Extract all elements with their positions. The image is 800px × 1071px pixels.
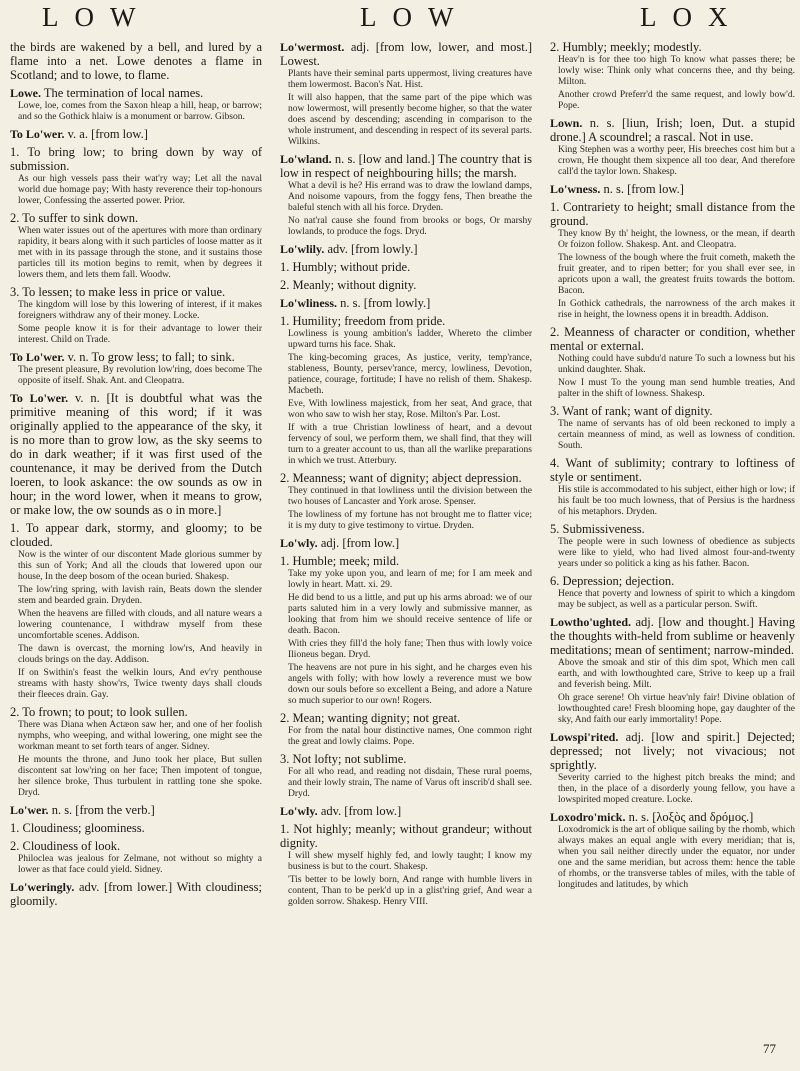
- entry-definition-line: [10, 211, 262, 225]
- entry-definition-line: [550, 182, 795, 196]
- definition-text: 1. To appear dark, stormy, and gloomy; to be clouded.: [10, 521, 262, 549]
- entry-definition-line: [10, 705, 262, 719]
- citation-quote: The people were in such lowness of obedience as subjects were like to yield, who had lived almost four-and-twenty years under so politick a king as his father. Bacon.: [558, 537, 795, 569]
- dictionary-entry: [280, 314, 532, 467]
- citation-quote: The heavens are not pure in his sight, and he charges even his angels with folly; with how lowly a reverence must we bow down our souls before so excellent a Being, and adore a Nature so much superior to our own! Rogers.: [288, 663, 532, 706]
- citation-quote: Some people know it is for their advantage to lower their interest. Child on Trade.: [18, 324, 262, 345]
- definition-text: adv. [from lowly.]: [327, 242, 418, 256]
- dictionary-entry: [10, 821, 262, 835]
- entry-definition-line: [550, 810, 795, 824]
- definition-text: v. n. To grow less; to fall; to sink.: [67, 350, 235, 364]
- running-head-right: LOX: [640, 2, 744, 32]
- dictionary-entry: [550, 522, 795, 570]
- entry-definition-line: [550, 404, 795, 418]
- definition-text: adj. [low and spirit.] Dejected; depressed; not lively; not vivacious; not sprightly.: [550, 730, 795, 772]
- citation-quote: He did bend to us a little, and put up his arms abroad: we of our parts saluted him in a very lowly and submissive manner, as looking that from him we should receive sentence of life or death. Bacon.: [288, 593, 532, 636]
- dictionary-entry: [10, 350, 262, 387]
- dictionary-entry: [10, 705, 262, 799]
- headword: To Lo'wer.: [10, 127, 65, 141]
- column-1: [10, 40, 262, 1040]
- dictionary-entry: [280, 40, 532, 148]
- entry-definition-line: [10, 803, 262, 817]
- headword: Lo'wland.: [280, 152, 332, 166]
- entry-definition-line: [10, 145, 262, 173]
- running-head: [0, 2, 800, 38]
- definition-text: 3. Not lofty; not sublime.: [280, 752, 407, 766]
- running-head-center: LOW: [360, 2, 470, 32]
- entry-definition-line: [10, 391, 262, 517]
- headword: Lo'wly.: [280, 536, 318, 550]
- dictionary-entry: [280, 471, 532, 532]
- definition-text: adv. [from lower.] With cloudiness; gloomily.: [10, 880, 262, 908]
- citation-quote: Severity carried to the highest pitch breaks the mind; and then, in the place of a disorderly young fellow, you have a lowspirited moped creature. Locke.: [558, 773, 795, 805]
- definition-text: v. n. [It is doubtful what was the primitive meaning of this word; if it was originally applied to the appearance of the sky, it is no more than to grow low, as the sky seems to do in dark weather; if it was first used of the countenance, it may be derived from the Dutch loeren, to look askance: the ow sounds as ow in hour; in the word lower, when it means to grow, or make low, the ow sounds as o in more.]: [10, 391, 262, 517]
- citation-quote: If on Swithin's feast the welkin lours, And ev'ry penthouse streams with hasty show'rs, Twice twenty days shall clouds their fleeces drain. Gay.: [18, 668, 262, 700]
- definition-text: 2. Cloudiness of look.: [10, 839, 121, 853]
- headword: To Lo'wer.: [10, 391, 69, 405]
- entry-definition-line: [280, 314, 532, 328]
- dictionary-entry: [280, 711, 532, 748]
- citation-quote: Plants have their seminal parts uppermost, living creatures have them lowermost. Bacon's Nat. Hist.: [288, 69, 532, 90]
- dictionary-entry: [550, 40, 795, 112]
- citation-quote: For from the natal hour distinctive names, One common right the great and lowly claims. Pope.: [288, 726, 532, 747]
- headword: Lo'wlily.: [280, 242, 325, 256]
- entry-definition-line: [550, 116, 795, 144]
- citation-quote: When the heavens are filled with clouds, and all nature wears a lowering countenance, I withdraw myself from these uncomfortable scenes. Addison.: [18, 609, 262, 641]
- definition-text: 1. Not highly; meanly; without grandeur; without dignity.: [280, 822, 532, 850]
- citation-quote: He mounts the throne, and Juno took her place, But sullen discontent sat low'ring on her face; Then impotent of tongue, her silence broke, Thus turbulent in rattling tone she spoke. Dryd.: [18, 755, 262, 798]
- column-2: [280, 40, 532, 1040]
- citation-quote: It will also happen, that the same part of the pipe which was now lowermost, will presently become higher, so that the water does ascend by descending; ascending in comparison to the whole instrument, and descending in respect of its several parts. Wilkins.: [288, 93, 532, 147]
- citation-quote: The present pleasure, By revolution low'ring, does become The opposite of itself. Shak. Ant. and Cleopatra.: [18, 365, 262, 386]
- citation-quote: No nat'ral cause she found from brooks or bogs, Or marshy lowlands, to produce the fogs. Dryd.: [288, 216, 532, 237]
- dictionary-entry: [10, 391, 262, 517]
- citation-quote: In Gothick cathedrals, the narrowness of the arch makes it rise in height, the lowness opens it in breadth. Addison.: [558, 299, 795, 320]
- definition-text: 4. Want of sublimity; contrary to loftiness of style or sentiment.: [550, 456, 795, 484]
- dictionary-entry: [10, 285, 262, 346]
- citation-quote: His stile is accommodated to his subject, either high or low; if his fault be too much lowness, that of Persius is the hardness of his metaphors. Dryden.: [558, 485, 795, 517]
- headword: To Lo'wer.: [10, 350, 65, 364]
- citation-quote: As our high vessels pass their wat'ry way; Let all the naval world due homage pay; With hasty reverence their top-honours lower, Confessing the asserted power. Prior.: [18, 174, 262, 206]
- entry-definition-line: [280, 152, 532, 180]
- dictionary-entry: [550, 810, 795, 891]
- definition-text: adj. [from low.]: [320, 536, 400, 550]
- definition-text: 3. Want of rank; want of dignity.: [550, 404, 713, 418]
- entry-definition-line: [280, 804, 532, 818]
- citation-quote: The name of servants has of old been reckoned to imply a certain meanness of mind, as well as lowness of condition. South.: [558, 419, 795, 451]
- definition-text: the birds are wakened by a bell, and lured by a flame into a net. Lowe denotes a flame in Scotland; and to lowe, to flame.: [10, 40, 262, 82]
- definition-text: adj. [from low, lower, and most.] Lowest.: [280, 40, 532, 68]
- definition-text: n. s. [from low.]: [603, 182, 684, 196]
- entry-definition-line: [280, 278, 532, 292]
- definition-text: 5. Submissiveness.: [550, 522, 645, 536]
- entry-definition-line: [10, 40, 262, 82]
- entry-definition-line: [10, 839, 262, 853]
- citation-quote: Oh grace serene! Oh virtue heav'nly fair! Divine oblation of lowthoughted care! Fresh blooming hope, gay daughter of the sky, And faith our early immortality! Pope.: [558, 693, 795, 725]
- dictionary-entry: [10, 880, 262, 908]
- dictionary-entry: [10, 86, 262, 123]
- dictionary-entry: [280, 152, 532, 238]
- dictionary-entry: [10, 839, 262, 876]
- entry-definition-line: [550, 522, 795, 536]
- column-3: [550, 40, 795, 1040]
- entry-definition-line: [10, 285, 262, 299]
- headword: Lo'weringly.: [10, 880, 75, 894]
- definition-text: 2. Meanly; without dignity.: [280, 278, 417, 292]
- dictionary-entry: [10, 127, 262, 141]
- headword: Lo'wliness.: [280, 296, 338, 310]
- citation-quote: King Stephen was a worthy peer, His breeches cost him but a crown, He thought them sixpence all too dear, And therefore call'd the taylor lown. Shakesp.: [558, 145, 795, 177]
- dictionary-entry: [550, 325, 795, 400]
- dictionary-entry: [550, 456, 795, 518]
- citation-quote: Now is the winter of our discontent Made glorious summer by this sun of York; And all the clouds that lowered upon our house, In the deep bosom of the ocean buried. Shakesp.: [18, 550, 262, 582]
- citation-quote: For all who read, and reading not disdain, These rural poems, and their lowly strain, The name of Varus oft inscrib'd shall see. Dryd.: [288, 767, 532, 799]
- definition-text: n. s. [from the verb.]: [51, 803, 155, 817]
- dictionary-entry: [10, 211, 262, 281]
- headword: Lo'wly.: [280, 804, 318, 818]
- entry-definition-line: [280, 471, 532, 485]
- dictionary-entry: [10, 145, 262, 207]
- citation-quote: Hence that poverty and lowness of spirit to which a kingdom may be subject, as well as a particular person. Swift.: [558, 589, 795, 610]
- dictionary-entry: [550, 730, 795, 806]
- entry-definition-line: [10, 821, 262, 835]
- citation-quote: 'Tis better to be lowly born, And range with humble livers in content, Than to be perk'd up in a glist'ring grief, And wear a golden sorrow. Shakesp. Henry VIII.: [288, 875, 532, 907]
- dictionary-entry: [10, 803, 262, 817]
- headword: Lo'wermost.: [280, 40, 345, 54]
- citation-quote: I will shew myself highly fed, and lowly taught; I know my business is but to the court. Shakesp.: [288, 851, 532, 872]
- entry-definition-line: [550, 574, 795, 588]
- entry-definition-line: [550, 325, 795, 353]
- dictionary-entry: [10, 40, 262, 82]
- citation-quote: The lowness of the bough where the fruit cometh, maketh the fruit greater, and to ripen better; for you shall ever see, in apricots upon a wall, the greatest fruits towards the bottom. Bacon.: [558, 253, 795, 296]
- dictionary-entry: [10, 521, 262, 701]
- dictionary-entry: [550, 182, 795, 196]
- dictionary-entry: [550, 615, 795, 726]
- dictionary-entry: [550, 574, 795, 611]
- dictionary-entry: [280, 296, 532, 310]
- entry-definition-line: [10, 86, 262, 100]
- definition-text: 2. Meanness; want of dignity; abject depression.: [280, 471, 522, 485]
- definition-text: 1. Contrariety to height; small distance from the ground.: [550, 200, 795, 228]
- citation-quote: The king-becoming graces, As justice, verity, temp'rance, stableness, Bounty, persev'rance, mercy, lowliness, Devotion, patience, courage, fortitude; I have no relish of them. Shakesp. Macbeth.: [288, 353, 532, 396]
- citation-quote: If with a true Christian lowliness of heart, and a devout fervency of soul, we perform them, we shall find, that they will turn to a greater account to us, than all the warlike preparations in which we trust. Atterbury.: [288, 423, 532, 466]
- entry-definition-line: [10, 521, 262, 549]
- dictionary-entry: [280, 752, 532, 800]
- definition-text: n. s. [from lowly.]: [340, 296, 431, 310]
- dictionary-entry: [280, 260, 532, 274]
- dictionary-entry: [280, 242, 532, 256]
- page-number: 77: [763, 1041, 776, 1056]
- entry-definition-line: [10, 350, 262, 364]
- dictionary-entry: [280, 554, 532, 707]
- entry-definition-line: [550, 40, 795, 54]
- citation-quote: Above the smoak and stir of this dim spot, Which men call earth, and with lowthoughted care, Strive to keep up a frail and feverish being. Milt.: [558, 658, 795, 690]
- entry-definition-line: [550, 456, 795, 484]
- definition-text: 1. Cloudiness; gloominess.: [10, 821, 145, 835]
- citation-quote: Take my yoke upon you, and learn of me; for I am meek and lowly in heart. Matt. xi. 29.: [288, 569, 532, 590]
- definition-text: 2. Meanness of character or condition, whether mental or external.: [550, 325, 795, 353]
- entry-definition-line: [280, 536, 532, 550]
- citation-quote: When water issues out of the apertures with more than ordinary rapidity, it bears along with it such particles of loose matter as it met with in its passage through the stone, and it sustains those particles till its motion begins to remit, when by degrees it lowers them, and lets them fall. Woodw.: [18, 226, 262, 280]
- definition-text: 1. Humility; freedom from pride.: [280, 314, 446, 328]
- entry-definition-line: [550, 615, 795, 657]
- headword: Lowtho'ughted.: [550, 615, 632, 629]
- entry-definition-line: [280, 40, 532, 68]
- citation-quote: The dawn is overcast, the morning low'rs, And heavily in clouds brings on the day. Addison.: [18, 644, 262, 665]
- headword: Lowe.: [10, 86, 41, 100]
- definition-text: v. a. [from low.]: [67, 127, 148, 141]
- citation-quote: What a devil is he? His errand was to draw the lowland damps, And noisome vapours, from the foggy fens, Then breathe the baleful stench with all his force. Dryden.: [288, 181, 532, 213]
- dictionary-entry: [550, 200, 795, 321]
- definition-text: 3. To lessen; to make less in price or value.: [10, 285, 226, 299]
- citation-quote: Another crowd Preferr'd the same request, and lowly bow'd. Pope.: [558, 90, 795, 111]
- definition-text: 2. Humbly; meekly; modestly.: [550, 40, 702, 54]
- dictionary-entry: [550, 116, 795, 178]
- dictionary-entry: [280, 536, 532, 550]
- entry-definition-line: [280, 242, 532, 256]
- headword: Lo'wness.: [550, 182, 601, 196]
- definition-text: The termination of local names.: [43, 86, 204, 100]
- entry-definition-line: [280, 296, 532, 310]
- citation-quote: Heav'n is for thee too high To know what passes there; be lowly wise: Think only what concerns thee, and thy being. Milton.: [558, 55, 795, 87]
- citation-quote: Now I must To the young man send humble treaties, And palter in the shift of lowness. Shakesp.: [558, 378, 795, 399]
- citation-quote: The kingdom will lose by this lowering of interest, if it makes foreigners withdraw any of their money. Locke.: [18, 300, 262, 321]
- citation-quote: Lowliness is young ambition's ladder, Whereto the climber upward turns his face. Shak.: [288, 329, 532, 350]
- definition-text: n. s. [λοξὸς and δρόμος.]: [628, 810, 754, 824]
- definition-text: 2. Mean; wanting dignity; not great.: [280, 711, 461, 725]
- definition-text: n. s. [low and land.] The country that is low in respect of neighbouring hills; the marsh.: [280, 152, 532, 180]
- citation-quote: Nothing could have subdu'd nature To such a lowness but his unkind daughter. Shak.: [558, 354, 795, 375]
- definition-text: adv. [from low.]: [320, 804, 402, 818]
- dictionary-entry: [280, 822, 532, 908]
- citation-quote: With cries they fill'd the holy fane; Then thus with lowly voice Ilioneus began. Dryd.: [288, 639, 532, 660]
- citation-quote: They know By th' height, the lowness, or the mean, if dearth Or foizon follow. Shakesp. Ant. and Cleopatra.: [558, 229, 795, 250]
- definition-text: 1. To bring low; to bring down by way of submission.: [10, 145, 262, 173]
- definition-text: n. s. [liun, Irish; loen, Dut. a stupid drone.] A scoundrel; a rascal. Not in use.: [550, 116, 795, 144]
- entry-definition-line: [550, 200, 795, 228]
- entry-definition-line: [10, 127, 262, 141]
- entry-definition-line: [280, 260, 532, 274]
- dictionary-entry: [550, 404, 795, 452]
- citation-quote: Eve, With lowliness majestick, from her seat, And grace, that won who saw to wish her stay, Rose. Milton's Par. Lost.: [288, 399, 532, 420]
- headword: Lo'wer.: [10, 803, 49, 817]
- dictionary-entry: [280, 804, 532, 818]
- citation-quote: Lowe, loe, comes from the Saxon hleap a hill, heap, or barrow; and so the Gothick hlaiw is a monument or barrow. Gibson.: [18, 101, 262, 122]
- entry-definition-line: [550, 730, 795, 772]
- entry-definition-line: [280, 711, 532, 725]
- definition-text: 6. Depression; dejection.: [550, 574, 675, 588]
- citation-quote: The lowliness of my fortune has not brought me to flatter vice; it is my duty to give testimony to virtue. Dryden.: [288, 510, 532, 531]
- definition-text: 2. To suffer to sink down.: [10, 211, 139, 225]
- definition-text: 2. To frown; to pout; to look sullen.: [10, 705, 188, 719]
- citation-quote: Loxodromick is the art of oblique sailing by the rhomb, which always makes an equal angle with every meridian; that is, when you sail neither directly under the equator, nor under one and the same meridian, but across them: hence the table of rhombs, or the transverse tables of miles, with the table of longitudes and latitudes, by which: [558, 825, 795, 890]
- entry-definition-line: [280, 822, 532, 850]
- entry-definition-line: [280, 752, 532, 766]
- citation-quote: There was Diana when Actæon saw her, and one of her foolish nymphs, who weeping, and withal lowering, one might see the workman meant to set forth tears of anger. Sidney.: [18, 720, 262, 752]
- definition-text: adj. [low and thought.] Having the thoughts with-held from sublime or heavenly meditations; mean of sentiment; narrow-minded.: [550, 615, 795, 657]
- definition-text: 1. Humbly; without pride.: [280, 260, 411, 274]
- citation-quote: Philoclea was jealous for Zelmane, not without so mighty a lower as that face could yield. Sidney.: [18, 854, 262, 875]
- dictionary-entry: [280, 278, 532, 292]
- headword: Lown.: [550, 116, 583, 130]
- entry-definition-line: [10, 880, 262, 908]
- citation-quote: The low'ring spring, with lavish rain, Beats down the slender stem and bearded grain. Dryden.: [18, 585, 262, 606]
- entry-definition-line: [280, 554, 532, 568]
- headword: Lowspi'rited.: [550, 730, 619, 744]
- citation-quote: They continued in that lowliness until the division between the two houses of Lancaster and York arose. Spenser.: [288, 486, 532, 507]
- definition-text: 1. Humble; meek; mild.: [280, 554, 400, 568]
- running-head-left: LOW: [42, 2, 152, 32]
- headword: Loxodro'mick.: [550, 810, 626, 824]
